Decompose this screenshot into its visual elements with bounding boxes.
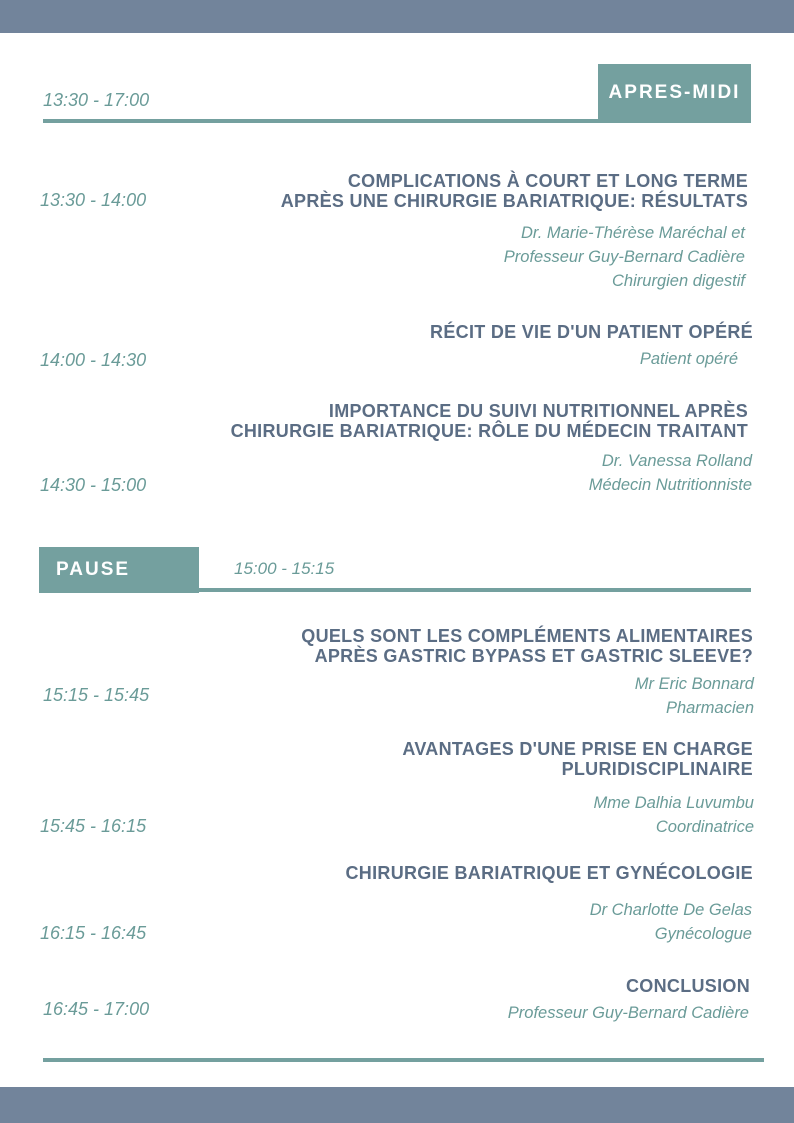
session-1-title: [281, 171, 748, 211]
title-line: CHIRURGIE BARIATRIQUE ET GYNÉCOLOGIE: [345, 863, 753, 883]
session-5-speaker: [594, 791, 755, 839]
title-line: APRÈS UNE CHIRURGIE BARIATRIQUE: RÉSULTATS: [280, 191, 748, 211]
section-label: APRES-MIDI: [608, 82, 741, 103]
session-2-title: [430, 322, 753, 342]
section-label-tag: [598, 64, 751, 122]
session-1-speaker: [504, 221, 745, 293]
session-4-title: [301, 626, 753, 666]
speaker-line: Professeur Guy-Bernard Cadière: [507, 1004, 749, 1022]
title-line: AVANTAGES D'UNE PRISE EN CHARGE: [402, 739, 753, 759]
session-3-speaker: [589, 449, 752, 497]
speaker-line: Patient opéré: [639, 350, 738, 368]
session-2-speaker: [640, 347, 738, 371]
session-3-title: [231, 401, 748, 441]
session-6-speaker: [590, 898, 752, 946]
session-3-time: 14:30 - 15:00: [40, 475, 147, 495]
session-2-time: 14:00 - 14:30: [40, 350, 147, 370]
pause-tag: [39, 547, 199, 593]
speaker-line: Dr Charlotte De Gelas: [589, 901, 752, 919]
speaker-line: Dr. Vanessa Rolland: [601, 452, 752, 470]
speaker-line: Dr. Marie-Thérèse Maréchal et: [520, 224, 745, 242]
speaker-line: Chirurgien digestif: [612, 272, 745, 290]
session-7-speaker: [508, 1001, 749, 1025]
bottom-band: [0, 1087, 794, 1123]
pause-rule: [199, 588, 751, 592]
session-7-time: 16:45 - 17:00: [43, 999, 150, 1019]
speaker-line: Gynécologue: [654, 925, 752, 943]
session-5-title: [402, 739, 753, 779]
title-line: IMPORTANCE DU SUIVI NUTRITIONNEL APRÈS: [328, 401, 748, 421]
pause-time: 15:00 - 15:15: [234, 559, 335, 578]
top-band: [0, 0, 794, 33]
title-line: QUELS SONT LES COMPLÉMENTS ALIMENTAIRES: [301, 626, 753, 646]
section-time: 13:30 - 17:00: [43, 90, 150, 110]
speaker-line: Professeur Guy-Bernard Cadière: [503, 248, 745, 266]
title-line: RÉCIT DE VIE D'UN PATIENT OPÉRÉ: [430, 322, 753, 342]
speaker-line: Coordinatrice: [655, 818, 754, 836]
title-line: PLURIDISCIPLINAIRE: [561, 759, 753, 779]
session-4-time: 15:15 - 15:45: [43, 685, 150, 705]
speaker-line: Médecin Nutritionniste: [588, 476, 752, 494]
session-6-title: [346, 863, 754, 883]
session-7-title: [626, 976, 750, 996]
speaker-line: Pharmacien: [665, 699, 754, 717]
footer-rule: [43, 1058, 764, 1062]
session-6-time: 16:15 - 16:45: [40, 923, 147, 943]
title-line: CHIRURGIE BARIATRIQUE: RÔLE DU MÉDECIN TRAITANT: [230, 421, 748, 441]
title-line: COMPLICATIONS À COURT ET LONG TERME: [347, 171, 748, 191]
title-line: APRÈS GASTRIC BYPASS ET GASTRIC SLEEVE?: [314, 646, 753, 666]
title-line: CONCLUSION: [626, 976, 750, 996]
speaker-line: Mr Eric Bonnard: [634, 675, 754, 693]
session-5-time: 15:45 - 16:15: [40, 816, 147, 836]
speaker-line: Mme Dalhia Luvumbu: [593, 794, 754, 812]
session-1-time: 13:30 - 14:00: [40, 190, 147, 210]
session-4-speaker: [635, 672, 754, 720]
pause-label: PAUSE: [56, 559, 131, 580]
